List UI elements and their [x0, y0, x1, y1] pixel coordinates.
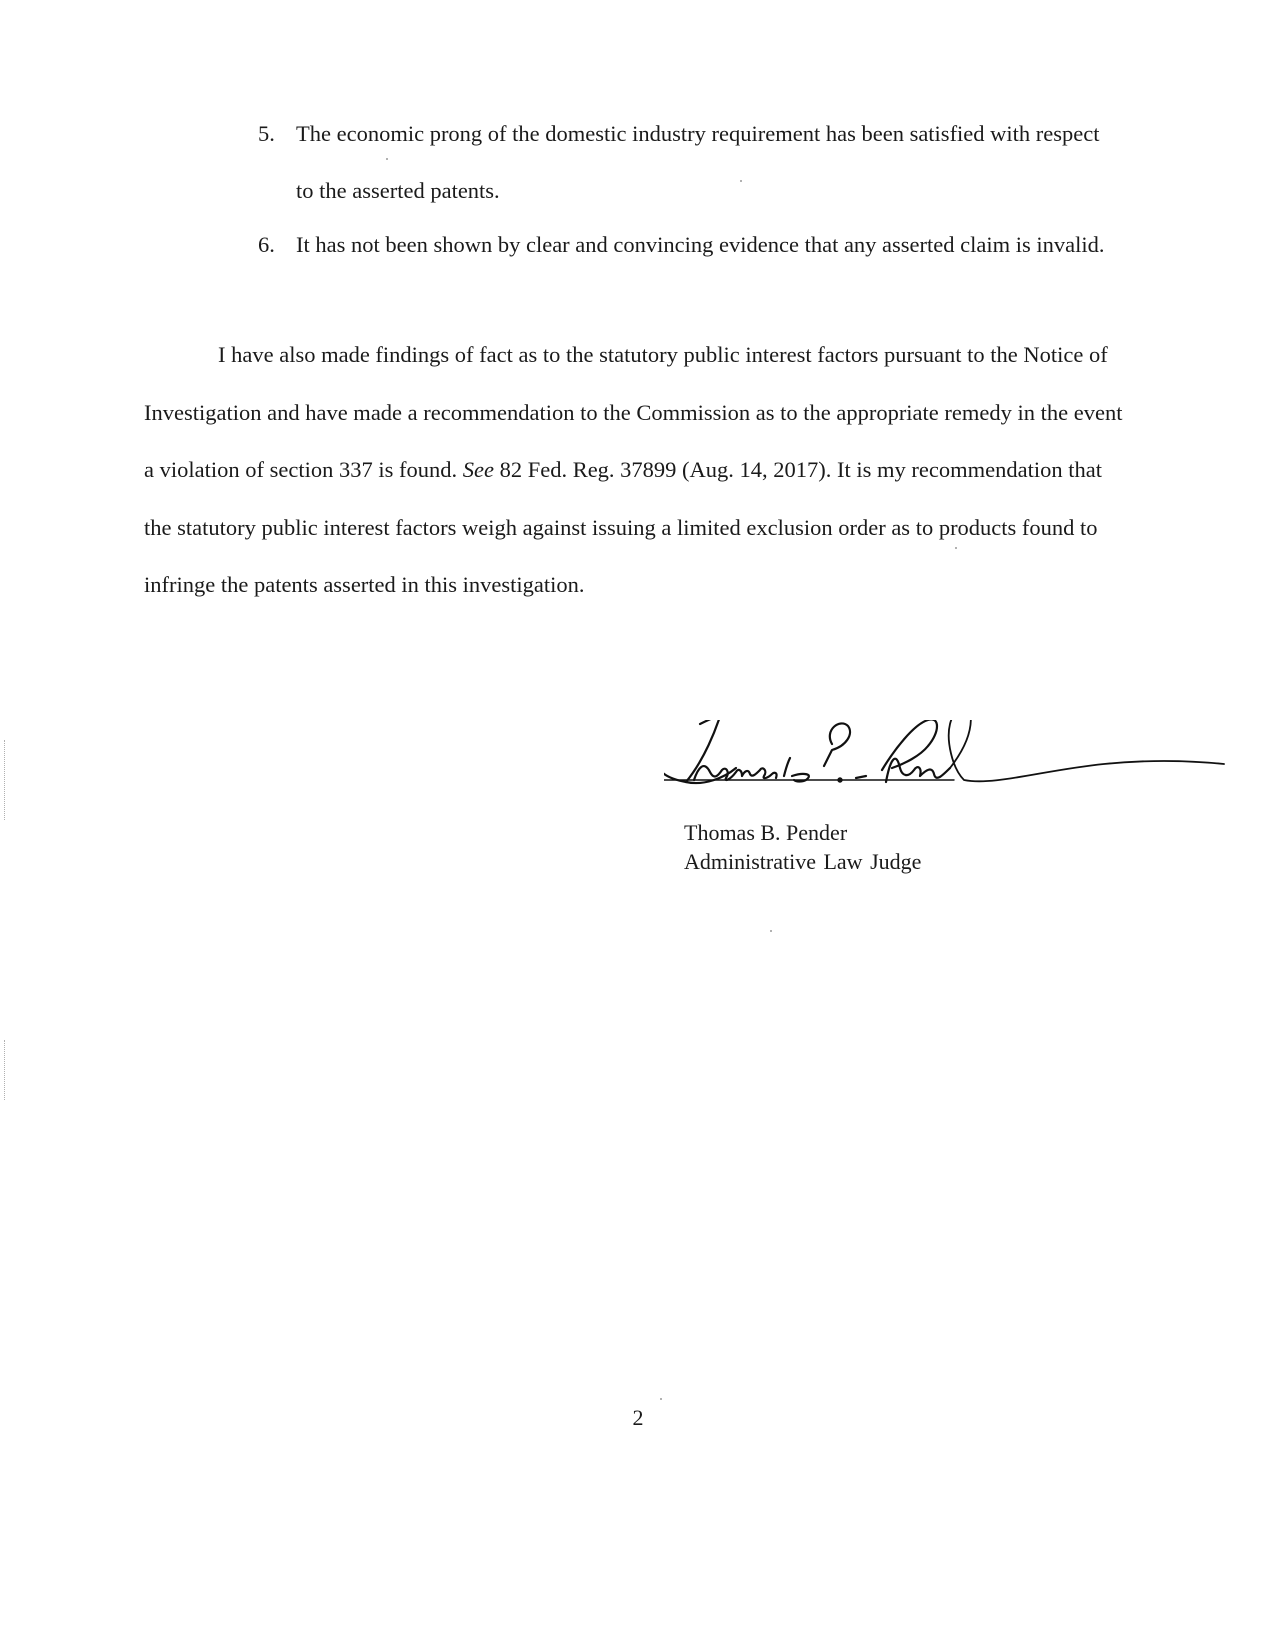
see-citation-signal: See	[462, 457, 494, 482]
list-item	[258, 216, 1118, 273]
list-item-text: The economic prong of the domestic industry requirement has been satisfied with respect to the asserted patents.	[296, 121, 1100, 203]
scan-edge-artifact	[4, 740, 6, 820]
findings-paragraph	[144, 326, 1134, 614]
handwritten-signature	[664, 720, 1244, 820]
paragraph-text-2: 82 Fed. Reg. 37899 (Aug. 14, 2017). It is my recommendation that the statutory public interest factors weigh against issuing a limited exclusion order as to products found to infringe the patents asserted in this investigation.	[144, 457, 1102, 597]
list-item	[258, 105, 1118, 219]
page-number: 2	[632, 1405, 644, 1430]
scan-speck	[770, 930, 772, 932]
signer-name: Thomas B. Pender	[684, 820, 848, 845]
signer-title: Administrative Law Judge	[684, 849, 922, 874]
scan-speck	[660, 1398, 662, 1400]
list-item-number: 6.	[258, 232, 275, 257]
paragraph-text-1: I have also made findings of fact as to the statutory public interest factors pursuant to the Notice of Investigation and have made a recommendation to the Commission as to the appropriate remedy in the event a violation of section 337 is found.	[144, 342, 1123, 482]
list-item-number: 5.	[258, 121, 275, 146]
list-item-text: It has not been shown by clear and convincing evidence that any asserted claim is invalid.	[296, 232, 1105, 257]
scan-edge-artifact	[4, 1040, 6, 1100]
signature-block	[664, 720, 1244, 890]
